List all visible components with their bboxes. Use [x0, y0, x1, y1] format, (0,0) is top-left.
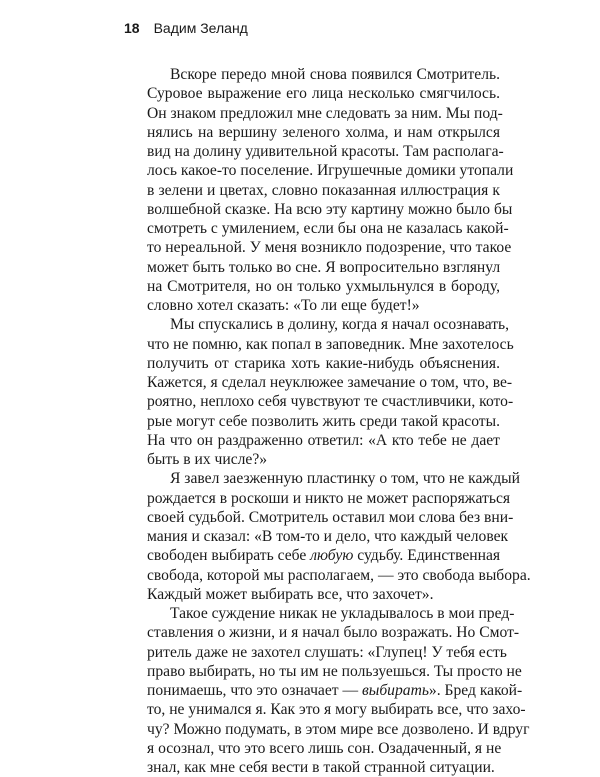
text-line: мания и сказал: «В том-то и дело, что каждый человек [147, 528, 509, 545]
text-line: ставления о жизни, и я начал было возражать. Но Смот- [147, 624, 520, 642]
paragraph-2 [124, 315, 514, 469]
text-line: получить от старика хоть какие-нибудь объяснения. [147, 354, 500, 372]
text-segment: судьбу. Единственная [353, 547, 501, 565]
text-line: словно хотел сказать: «То ли еще будет!» [147, 297, 420, 314]
text-line-with-emphasis [124, 681, 523, 700]
text-line: вид на долину удивительной красоты. Там располага- [147, 143, 504, 160]
text-line: ритель даже не захотел слушать: «Глупец! У тебя есть [147, 643, 507, 661]
text-line: Суровое выражение его лица несколько смягчилось. [147, 85, 500, 103]
text-line-with-emphasis [124, 546, 500, 565]
text-line: рые могут себе позволить жить среди такой красоты. [147, 412, 500, 430]
text-line: Такое суждение никак не укладывалось в мои пред- [170, 605, 515, 622]
text-line: знал, как мне себя вести в такой странной ситуации. [147, 759, 495, 776]
text-line: роятно, неплохо себя чувствуют те счастливчики, кото- [147, 393, 514, 411]
text-line: Он знаком предложил мне следовать за ним. Мы под- [147, 104, 503, 122]
text-line: может быть только во сне. Я вопросительно взглянул [147, 258, 501, 276]
page-number: 18 [124, 20, 140, 36]
text-line: что не помню, как попал в заповедник. Мне захотелось [147, 335, 514, 353]
emphasis-word: любую [310, 547, 354, 565]
text-line: свобода, которой мы располагаем, — это свобода выбора. [147, 566, 531, 584]
running-header [124, 19, 248, 37]
text-line: то, не унимался я. Как это я могу выбирать все, что захо- [147, 701, 526, 719]
text-line: быть в их числе?» [147, 451, 268, 468]
text-segment: ». Бред какой- [428, 682, 523, 699]
text-segment: свободен выбирать себе [147, 547, 311, 565]
text-line: смотреть с умилением, если бы она не казалась какой- [147, 220, 509, 237]
text-line: я осознал, что это всего лишь сон. Озадаченный, я не [147, 739, 502, 757]
emphasis-word: выбирать [362, 682, 429, 699]
text-line: право выбирать, но ты им не пользуешься. Ты просто не [147, 662, 522, 680]
running-title: Вадим Зеланд [153, 20, 248, 36]
text-line: чу? Можно подумать, в этом мире все дозволено. И вдруг [147, 720, 530, 738]
text-line: волшебной сказке. На всю эту картину можно было бы [147, 200, 513, 218]
text-line: нялись на вершину зеленого холма, и нам открылся [147, 123, 500, 141]
text-line: в зелени и цветах, словно показанная иллюстрация к [147, 181, 500, 199]
text-line: Каждый может выбирать все, что захочет». [147, 585, 434, 603]
paragraph-3 [124, 469, 531, 604]
text-line: лось какое-то поселение. Игрушечные домики утопали [147, 162, 514, 180]
text-line: на Смотрителя, но он только ухмыльнулся в бороду, [147, 277, 500, 295]
text-line: На что он раздраженно ответил: «А кто тебе не дает [147, 431, 500, 449]
text-line: Я завел заезженную пластинку о том, что не каждый [170, 470, 520, 488]
paragraph-1 [124, 65, 514, 315]
text-line: своей судьбой. Смотритель оставил мои слова без вни- [147, 508, 514, 526]
text-line: Мы спускались в долину, когда я начал осознавать, [170, 316, 510, 334]
page-body [124, 65, 531, 777]
paragraph-4 [124, 604, 530, 777]
text-line: то нереальной. У меня возникло подозрение, что такое [147, 239, 512, 257]
text-line: Кажется, я сделал неуклюжее замечание о том, что, ве- [147, 374, 513, 391]
text-line: Вскоре передо мной снова появился Смотритель. [170, 66, 500, 83]
text-line: рождается в роскоши и никто не может распоряжаться [147, 489, 511, 507]
text-segment: понимаешь, что это означает — [147, 682, 362, 699]
